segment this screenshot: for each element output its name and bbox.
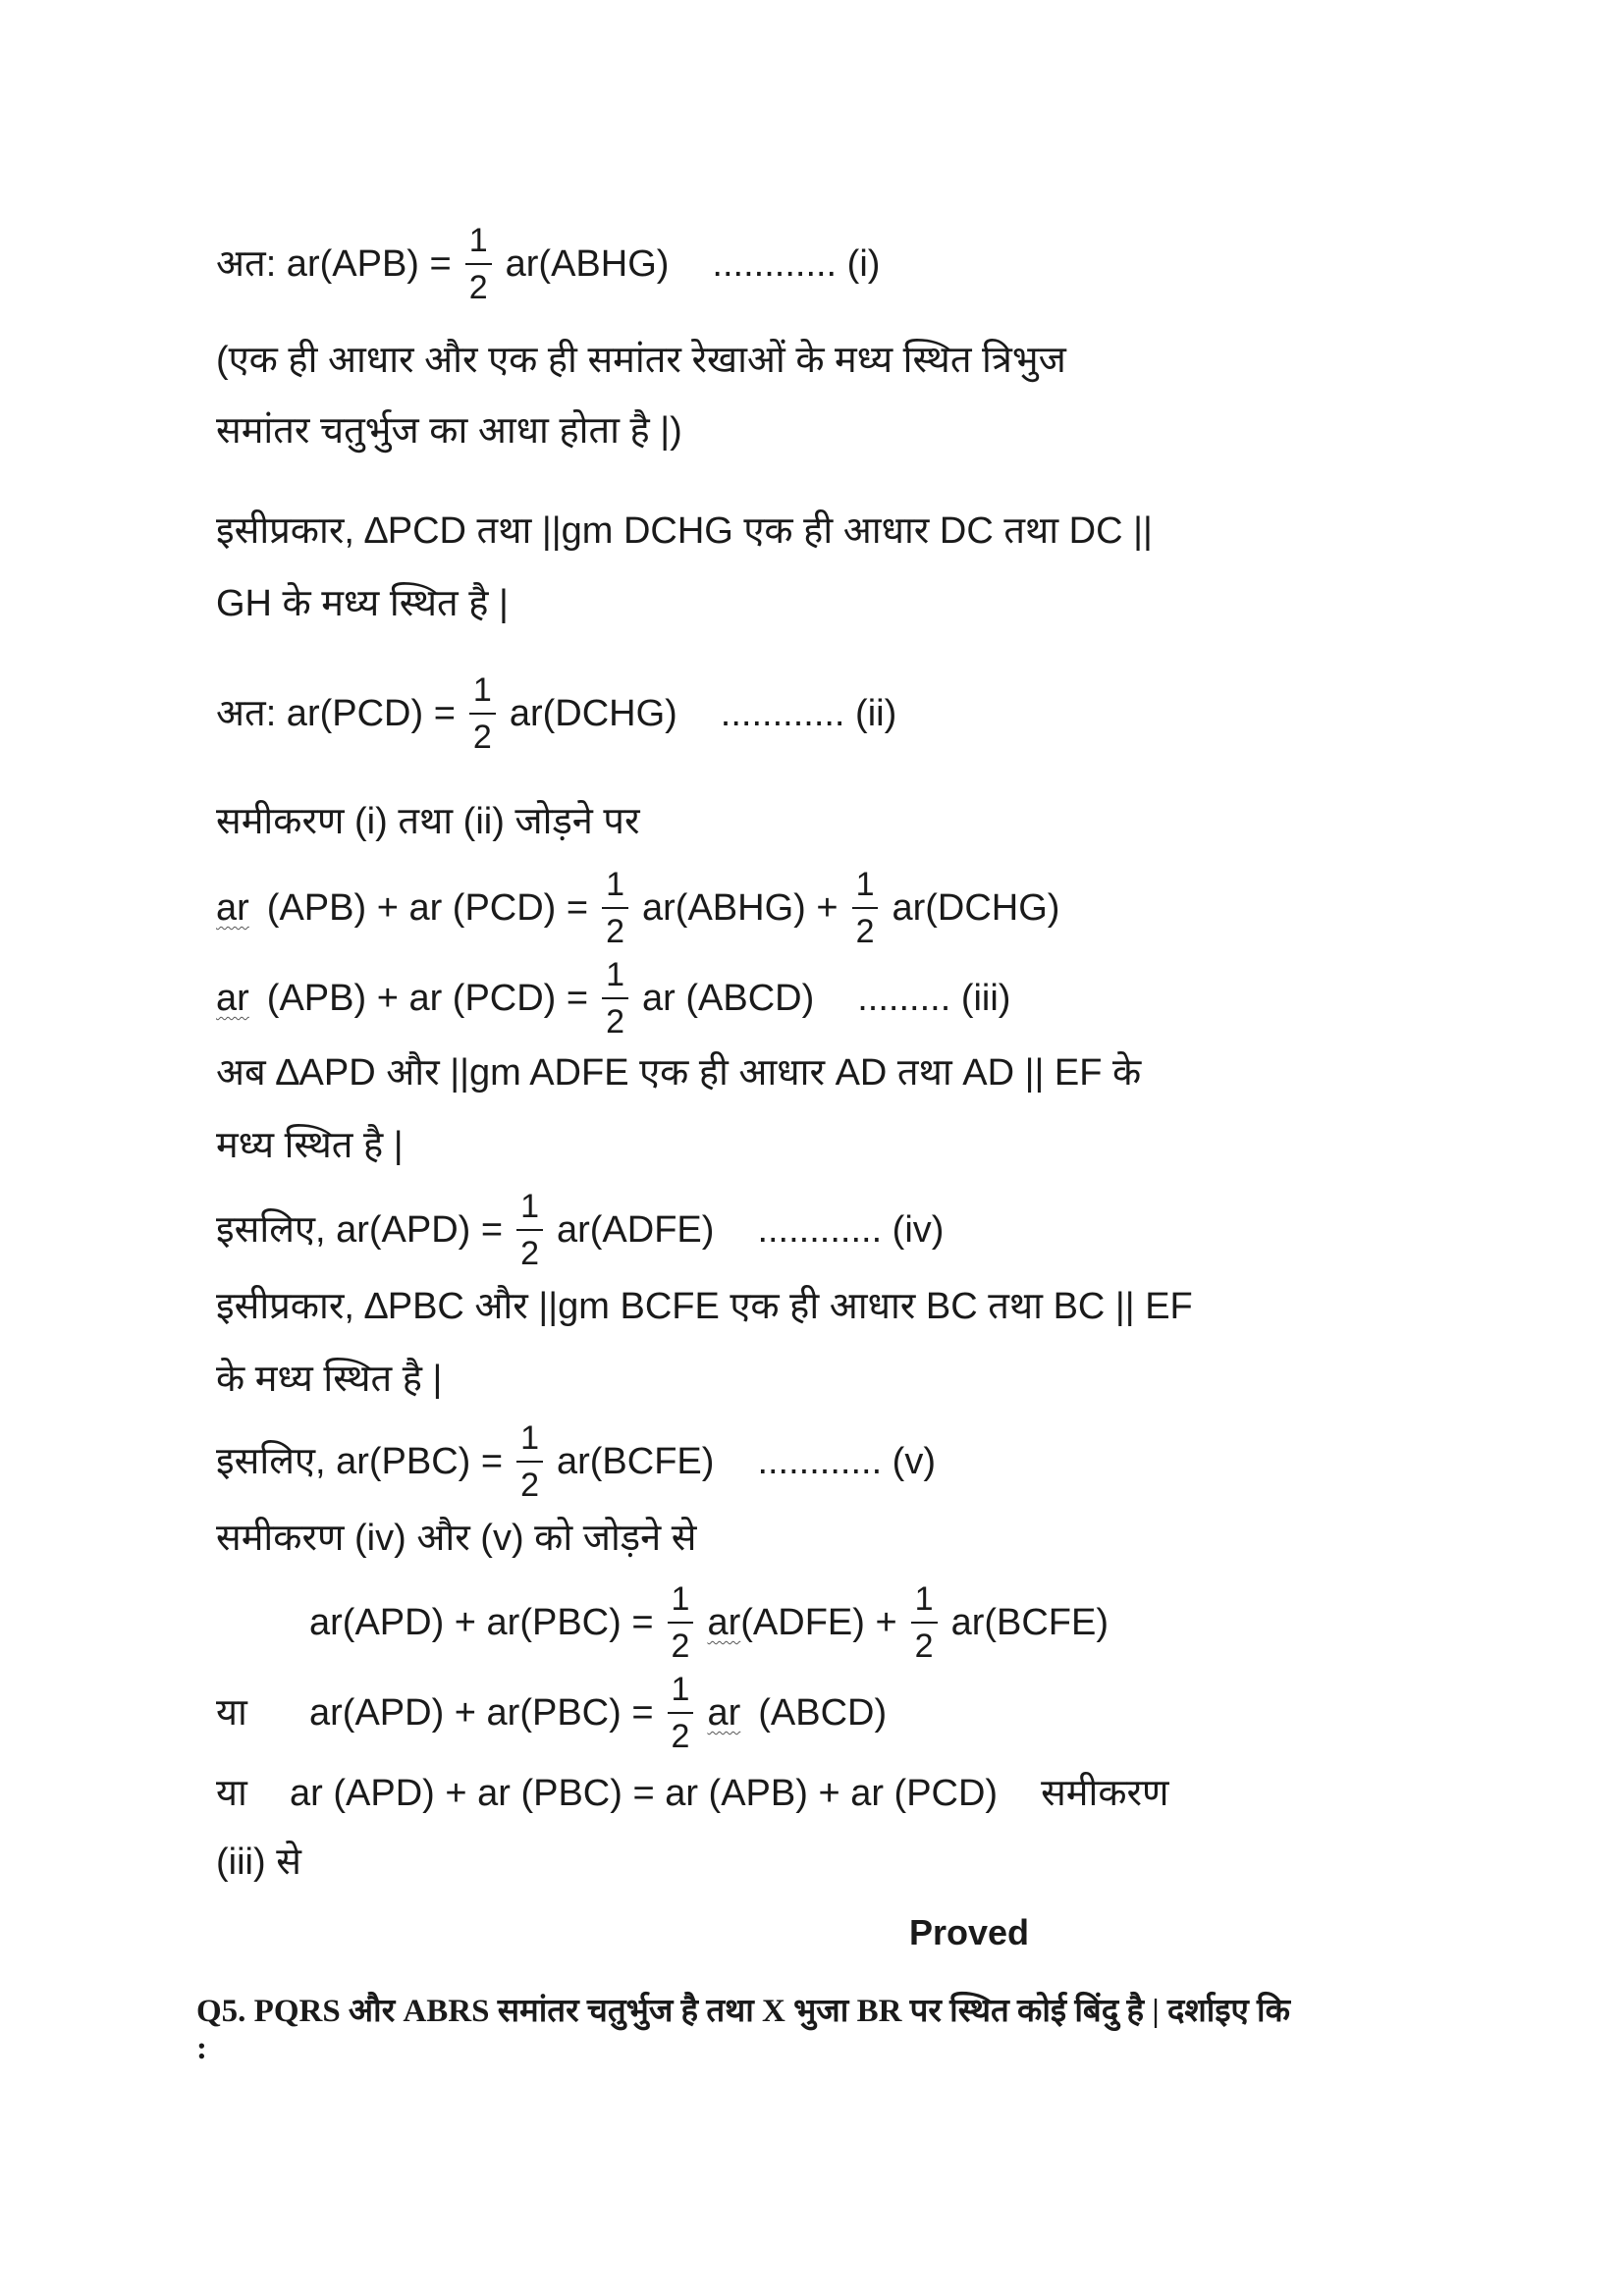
equation-lhs-ar: ar — [216, 978, 249, 1019]
fraction-denominator: 2 — [671, 1628, 690, 1665]
fraction-numerator: 1 — [602, 958, 628, 999]
fraction-denominator: 2 — [855, 913, 875, 950]
fraction-numerator: 1 — [668, 1582, 694, 1624]
equation-lhs: इसलिए, ar(APD) = — [216, 1209, 504, 1251]
fraction — [852, 868, 879, 948]
equation-rhs: ar(BCFE) — [556, 1441, 715, 1482]
equation-final — [216, 1775, 1169, 1812]
leading-word: या — [216, 1773, 247, 1814]
equation-rhs: ar(DCHG) — [892, 887, 1060, 929]
text-line: समांतर चतुर्भुज का आधा होता है |) — [216, 410, 682, 452]
fraction-numerator: 1 — [516, 1421, 543, 1463]
equation-ii — [216, 673, 896, 754]
equation-number: ............ (i) — [712, 243, 881, 285]
text-line: समीकरण (i) तथा (ii) जोड़ने पर — [216, 801, 640, 842]
fraction — [469, 673, 496, 754]
equation-lhs-ar: ar — [216, 887, 249, 929]
fraction-numerator: 1 — [469, 673, 496, 715]
fraction-numerator: 1 — [668, 1673, 694, 1714]
fraction-denominator: 2 — [914, 1628, 934, 1665]
fraction-denominator: 2 — [671, 1718, 690, 1755]
equation-lhs: इसलिए, ar(PBC) = — [216, 1441, 504, 1482]
equation-lhs: ar(APD) + ar(PBC) = — [309, 1692, 654, 1734]
text-line: (iii) से — [216, 1842, 301, 1883]
fraction — [516, 1190, 543, 1270]
fraction-denominator: 2 — [606, 1003, 625, 1041]
equation-iv — [216, 1190, 944, 1270]
question-continuation: : — [196, 2031, 207, 2066]
fraction — [602, 868, 628, 948]
equation-iii — [216, 958, 1010, 1039]
text-line: अब ∆APD और ||gm ADFE एक ही आधार AD तथा AD || EF के — [216, 1052, 1142, 1094]
equation-rhs-ar: ar — [707, 1692, 741, 1734]
equation-rhs: ar(DCHG) — [509, 693, 677, 734]
fraction-numerator: 1 — [602, 868, 628, 909]
equation-lhs: (APB) + ar (PCD) = — [266, 978, 589, 1019]
fraction-denominator: 2 — [472, 719, 492, 756]
text-line: मध्य स्थित है | — [216, 1125, 404, 1166]
fraction-denominator: 2 — [520, 1467, 539, 1504]
equation-rhs: ar(BCFE) — [950, 1602, 1109, 1643]
question-5 — [196, 1993, 1434, 2067]
leading-word: या — [216, 1692, 247, 1734]
equation-middle: (ADFE) + — [740, 1602, 897, 1643]
equation-rhs: ar (ABCD) — [642, 978, 815, 1019]
equation-lhs: अत: ar(APB) = — [216, 243, 452, 285]
text-line: के मध्य स्थित है | — [216, 1359, 443, 1400]
equation-number: ......... (iii) — [857, 978, 1011, 1019]
equation-rhs: ar(ABHG) — [505, 243, 670, 285]
fraction — [465, 224, 492, 304]
equation-number: ............ (ii) — [720, 693, 897, 734]
proved-label: Proved — [909, 1912, 1030, 1952]
equation-number: ............ (v) — [757, 1441, 936, 1482]
equation-text: ar (APD) + ar (PBC) = ar (APB) + ar (PCD) — [290, 1773, 999, 1814]
equation-sum — [216, 868, 1059, 948]
equation-lhs: ar(APD) + ar(PBC) = — [309, 1602, 654, 1643]
text-line: (एक ही आधार और एक ही समांतर रेखाओं के मध्य स्थित त्रिभुज — [216, 340, 1066, 381]
equation-rhs: ar(ADFE) — [556, 1209, 715, 1251]
fraction — [516, 1421, 543, 1502]
fraction — [911, 1582, 938, 1663]
text-line: इसीप्रकार, ∆PCD तथा ||gm DCHG एक ही आधार DC तथा DC || — [216, 510, 1153, 552]
equation-i — [216, 224, 880, 304]
equation-total — [216, 1673, 887, 1753]
fraction-numerator: 1 — [911, 1582, 938, 1624]
equation-lhs: अत: ar(PCD) = — [216, 693, 456, 734]
fraction — [668, 1673, 694, 1753]
fraction — [668, 1582, 694, 1663]
equation-reference: समीकरण — [1041, 1773, 1169, 1814]
equation-number: ............ (iv) — [757, 1209, 945, 1251]
equation-v — [216, 1421, 936, 1502]
fraction — [602, 958, 628, 1039]
fraction-numerator: 1 — [852, 868, 879, 909]
fraction-numerator: 1 — [465, 224, 492, 265]
equation-middle-ar: ar — [707, 1602, 741, 1643]
text-line: इसीप्रकार, ∆PBC और ||gm BCFE एक ही आधार BC तथा BC || EF — [216, 1286, 1193, 1327]
fraction-denominator: 2 — [606, 913, 625, 950]
equation-rhs: (ABCD) — [758, 1692, 888, 1734]
equation-middle: ar(ABHG) + — [642, 887, 839, 929]
fraction-denominator: 2 — [520, 1235, 539, 1272]
equation-sum-2 — [309, 1582, 1109, 1663]
fraction-numerator: 1 — [516, 1190, 543, 1231]
question-text: Q5. PQRS और ABRS समांतर चतुर्भुज है तथा X भुजा BR पर स्थित कोई बिंदु है | दर्शाइए कि — [196, 1994, 1290, 2029]
text-line: GH के मध्य स्थित है | — [216, 583, 509, 624]
fraction-denominator: 2 — [468, 269, 488, 306]
text-line: समीकरण (iv) और (v) को जोड़ने से — [216, 1518, 697, 1559]
equation-lhs: (APB) + ar (PCD) = — [266, 887, 589, 929]
